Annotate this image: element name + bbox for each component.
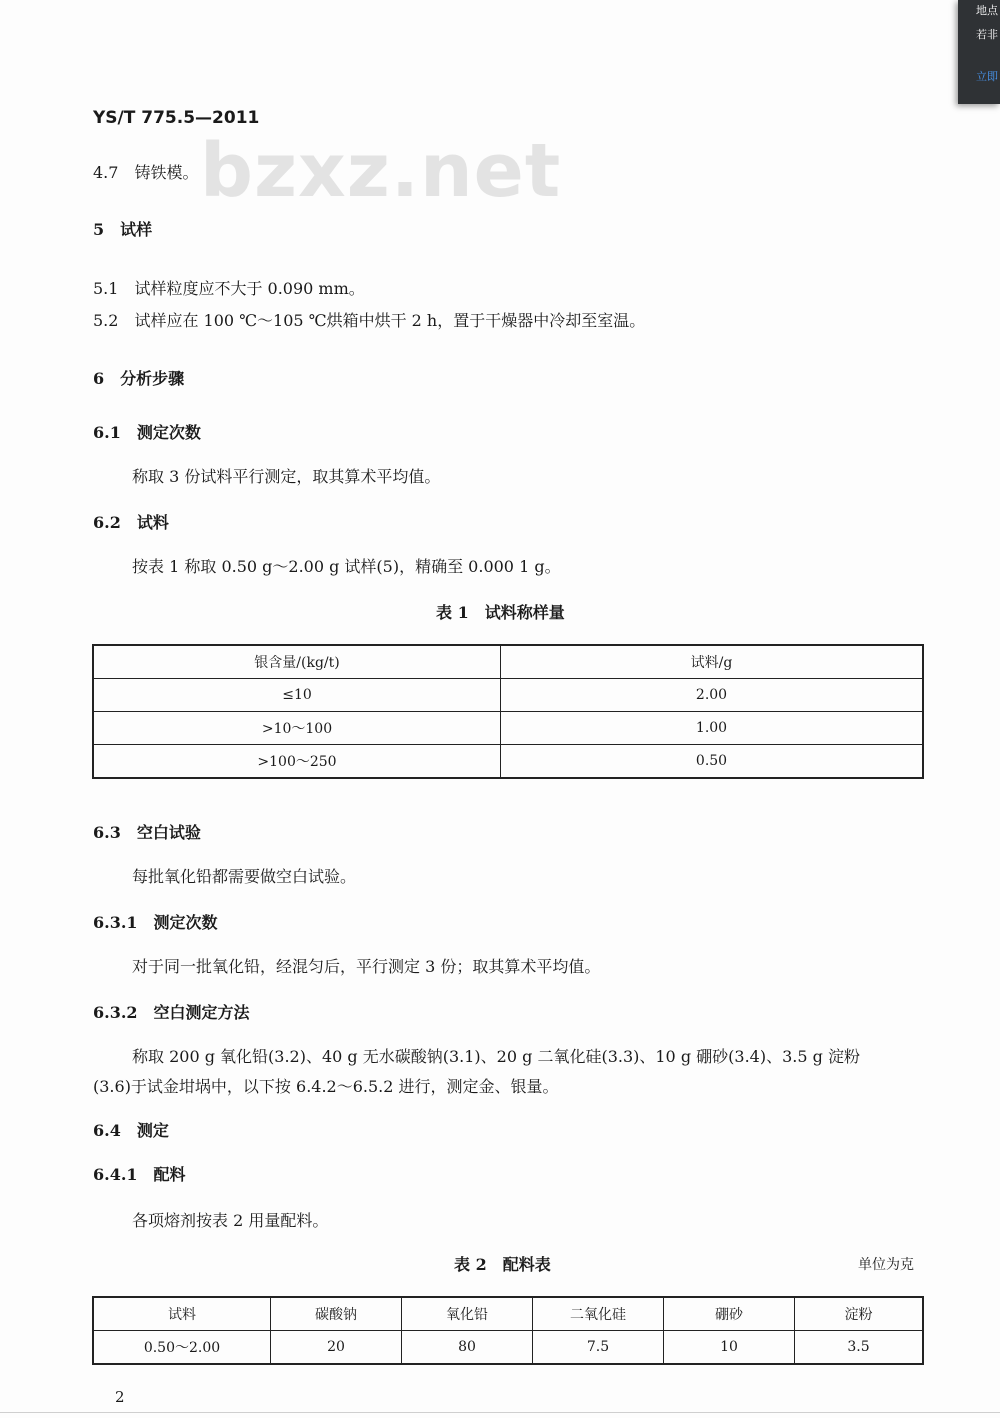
table-row [93,679,923,712]
popup-link[interactable]: 立即 [976,70,998,83]
table-2-unit: 单位为克 [858,1257,914,1273]
section-6-heading: 6 分析步骤 [93,369,185,388]
table-cell: 80 [402,1331,533,1365]
section-6-3-1-heading: 6.3.1 测定次数 [93,913,218,932]
table-header-cell: 银含量/(kg/t) [93,645,501,679]
table-header-cell: 淀粉 [795,1297,924,1331]
section-6-4-1-text: 各项熔剂按表 2 用量配料。 [132,1211,329,1230]
table-header-cell: 二氧化硅 [533,1297,664,1331]
section-6-1-text: 称取 3 份试料平行测定，取其算术平均值。 [132,467,441,486]
section-6-3-1-text: 对于同一批氧化铅，经混匀后，平行测定 3 份；取其算术平均值。 [132,957,601,976]
page-number: 2 [115,1388,125,1406]
table-cell: 2.00 [501,679,924,712]
table-cell: 0.50～2.00 [93,1331,271,1365]
table-cell: 0.50 [501,745,924,779]
table-row [93,712,923,745]
table-1 [92,644,924,779]
table-row [93,745,923,779]
section-6-3-heading: 6.3 空白试验 [93,823,201,842]
section-5-2: 5.2 试样应在 100 ℃～105 ℃烘箱中烘干 2 h，置于干燥器中冷却至室温。 [93,311,646,330]
section-6-3-2-heading: 6.3.2 空白测定方法 [93,1003,250,1022]
table-cell: 1.00 [501,712,924,745]
section-6-2-heading: 6.2 试料 [93,513,169,532]
table-header-cell: 碳酸钠 [271,1297,402,1331]
table-header-cell: 试料 [93,1297,271,1331]
section-6-1-heading: 6.1 测定次数 [93,423,201,442]
table-row [93,1331,923,1365]
section-6-4-heading: 6.4 测定 [93,1121,169,1140]
watermark: bzxz.net [200,128,562,214]
table-cell: 3.5 [795,1331,924,1365]
section-5-1: 5.1 试样粒度应不大于 0.090 mm。 [93,279,365,298]
section-6-2-text: 按表 1 称取 0.50 g～2.00 g 试样(5)，精确至 0.000 1 g。 [132,557,561,576]
table-header-cell: 硼砂 [664,1297,795,1331]
table-cell: ≤10 [93,679,501,712]
table-2 [92,1296,924,1365]
table-header-row [93,645,923,679]
popup-text-line1: 地点 [976,4,998,17]
table-header-cell: 试料/g [501,645,924,679]
popup-text-line2: 若非 [976,28,998,41]
section-4-7: 4.7 铸铁模。 [93,163,199,182]
section-6-4-1-heading: 6.4.1 配料 [93,1165,186,1184]
section-6-3-text: 每批氧化铅都需要做空白试验。 [132,867,357,886]
table-cell: 7.5 [533,1331,664,1365]
section-5-heading: 5 试样 [93,220,153,239]
table-header-row [93,1297,923,1331]
table-2-caption: 表 2 配料表 [454,1255,551,1274]
table-cell: >10～100 [93,712,501,745]
table-1-caption: 表 1 试料称样量 [436,603,565,622]
notification-popup[interactable] [958,0,1000,104]
table-cell: >100～250 [93,745,501,779]
section-6-3-2-text-line1: 称取 200 g 氧化铅(3.2)、40 g 无水碳酸钠(3.1)、20 g 二氧化硅(3.3)、10 g 硼砂(3.4)、3.5 g 淀粉 [132,1047,860,1066]
standard-number: YS/T 775.5—2011 [93,108,260,128]
table-cell: 20 [271,1331,402,1365]
page-bottom-divider [0,1412,1000,1413]
section-6-3-2-text-line2: (3.6)于试金坩埚中，以下按 6.4.2～6.5.2 进行，测定金、银量。 [93,1077,559,1096]
table-header-cell: 氧化铅 [402,1297,533,1331]
table-cell: 10 [664,1331,795,1365]
